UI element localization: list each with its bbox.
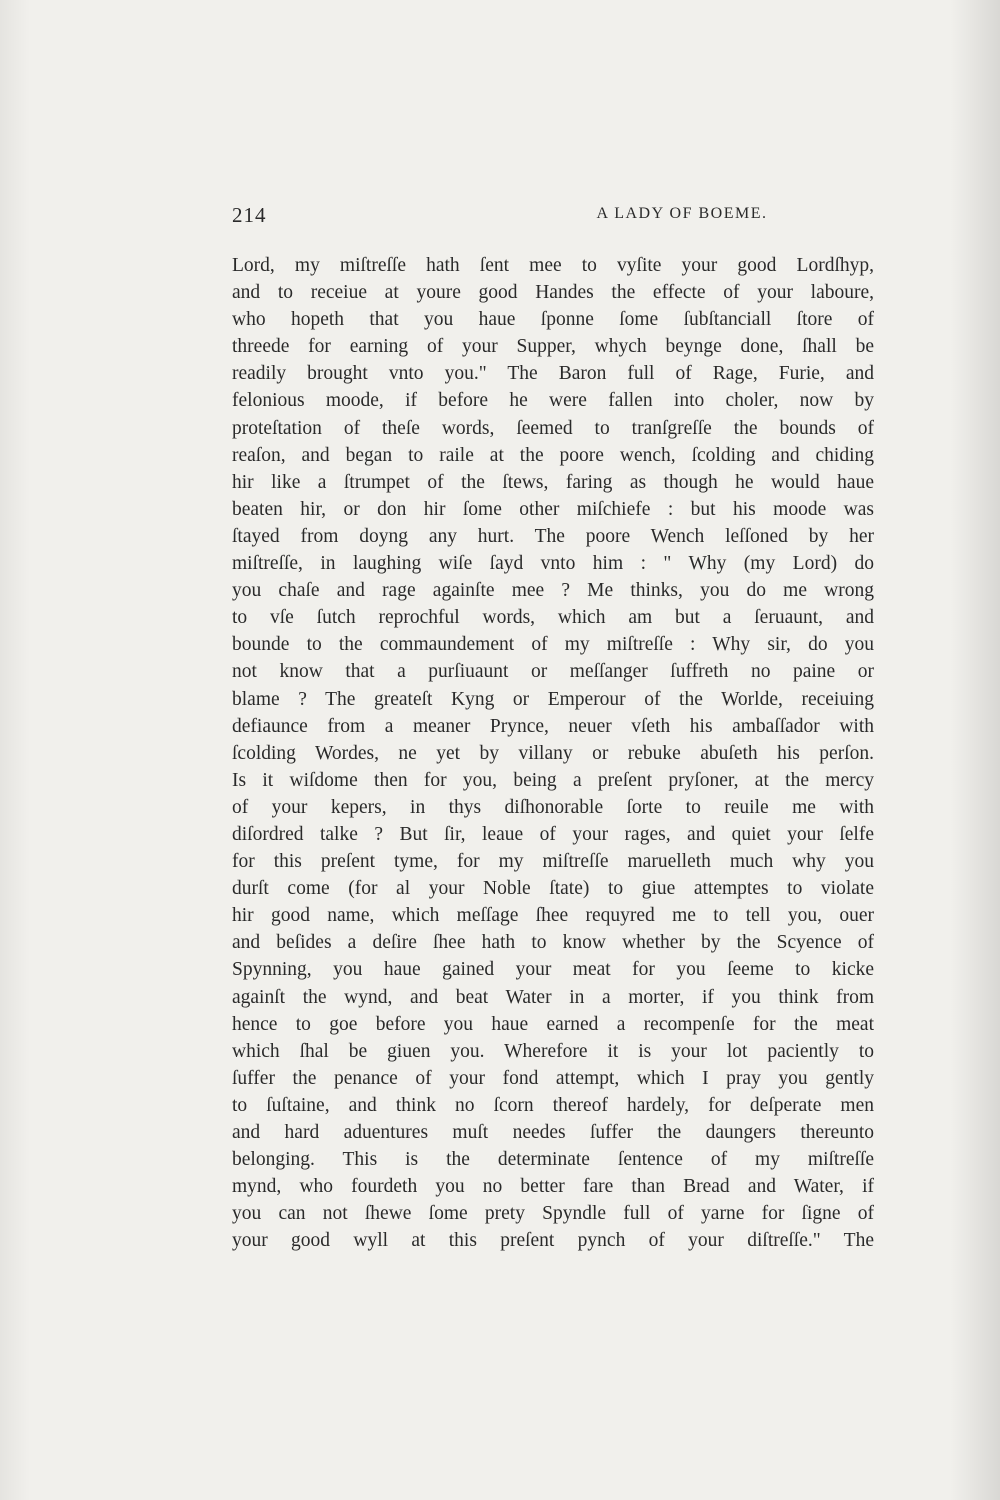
- text-line: diſordred talke ? But ſir, leaue of your rages, and quiet your ſelfe: [232, 823, 874, 845]
- text-line: beaten hir, or don hir ſome other miſchiefe : but his moode was: [232, 498, 874, 520]
- text-line: you chaſe and rage againſte mee ? Me thinks, you do me wrong: [232, 580, 874, 602]
- text-line: hence to goe before you haue earned a recompenſe for the meat: [232, 1013, 874, 1035]
- text-line: and beſides a deſire ſhee hath to know whether by the Scyence of: [232, 932, 874, 954]
- text-line: which ſhal be giuen you. Wherefore it is your lot paciently to: [232, 1040, 874, 1062]
- text-line: againſt the wynd, and beat Water in a morter, if you think from: [232, 986, 874, 1008]
- text-line: hir like a ſtrumpet of the ſtews, faring as though he would haue: [232, 471, 874, 493]
- text-line: durſt come (for al your Noble ſtate) to giue attemptes to violate: [232, 878, 874, 900]
- text-line: blame ? The greateſt Kyng or Emperour of the Worlde, receiuing: [232, 688, 874, 710]
- text-line: proteſtation of theſe words, ſeemed to tranſgreſſe the bounds of: [232, 417, 874, 439]
- text-line: belonging. This is the determinate ſentence of my miſtreſſe: [232, 1149, 874, 1171]
- text-line: who hopeth that you haue ſponne ſome ſubſtanciall ſtore of: [232, 309, 874, 331]
- body-text: [232, 252, 874, 1254]
- running-head: A LADY OF BOEME.: [596, 205, 768, 222]
- page-header: [232, 203, 872, 233]
- text-line: hir good name, which meſſage ſhee requyred me to tell you, ouer: [232, 905, 874, 927]
- page-number: 214: [232, 203, 267, 227]
- text-line: defiaunce from a meaner Prynce, neuer vſeth his ambaſſador with: [232, 715, 874, 737]
- text-line: readily brought vnto you." The Baron full of Rage, Furie, and: [232, 363, 874, 385]
- text-line: bounde to the commaundement of my miſtreſſe : Why sir, do you: [232, 634, 874, 656]
- text-line: for this preſent tyme, for my miſtreſſe maruelleth much why you: [232, 851, 874, 873]
- text-line: threede for earning of your Supper, whych beynge done, ſhall be: [232, 336, 874, 358]
- text-line: Lord, my miſtreſſe hath ſent mee to vyſite your good Lordſhyp,: [232, 255, 874, 276]
- text-line: to vſe ſutch reprochful words, which am but a ſeruaunt, and: [232, 607, 874, 629]
- text-line: felonious moode, if before he were fallen into choler, now by: [232, 390, 874, 412]
- text-line: ſcolding Wordes, ne yet by villany or rebuke abuſeth his perſon.: [232, 742, 874, 764]
- text-line: of your kepers, in thys diſhonorable ſorte to reuile me with: [232, 796, 874, 818]
- text-line: reaſon, and began to raile at the poore wench, ſcolding and chiding: [232, 444, 874, 466]
- text-line: your good wyll at this preſent pynch of your diſtreſſe." The: [232, 1230, 874, 1252]
- text-line: mynd, who fourdeth you no better fare than Bread and Water, if: [232, 1176, 874, 1198]
- text-line: you can not ſhewe ſome prety Spyndle full of yarne for ſigne of: [232, 1203, 874, 1225]
- text-line: ſuffer the penance of your fond attempt, which I pray you gently: [232, 1067, 874, 1089]
- text-line: and hard aduentures muſt needes ſuffer the daungers thereunto: [232, 1122, 874, 1143]
- text-line: Spynning, you haue gained your meat for you ſeeme to kicke: [232, 959, 874, 981]
- text-line: not know that a purſiuaunt or meſſanger ſuffreth no paine or: [232, 661, 874, 683]
- text-line: ſtayed from doyng any hurt. The poore Wench leſſoned by her: [232, 525, 874, 547]
- text-line: miſtreſſe, in laughing wiſe ſayd vnto him : " Why (my Lord) do: [232, 553, 874, 575]
- text-line: and to receiue at youre good Handes the effecte of your laboure,: [232, 282, 874, 304]
- text-line: Is it wiſdome then for you, being a preſent pryſoner, at the mercy: [232, 769, 874, 791]
- text-line: to ſuſtaine, and think no ſcorn thereof hardely, for deſperate men: [232, 1094, 874, 1116]
